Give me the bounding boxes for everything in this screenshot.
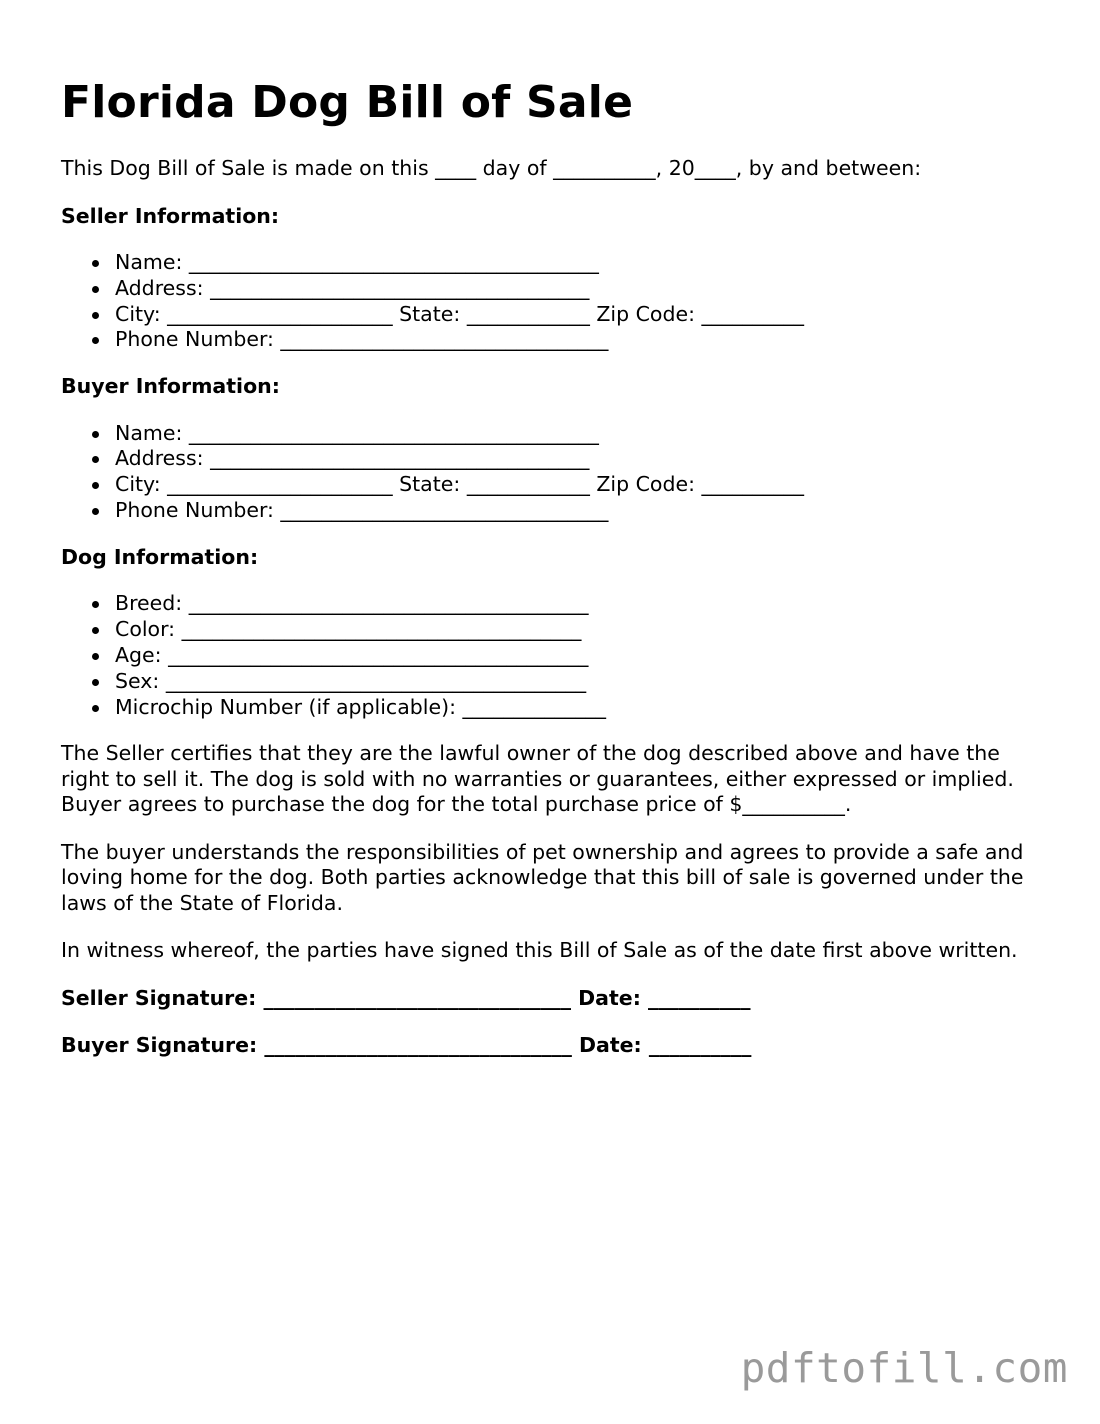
seller-phone-line: Phone Number: ________________________________: [115, 327, 1041, 353]
buyer-heading: Buyer Information:: [61, 374, 280, 399]
buyer-city-state-zip-line: City: ______________________ State: ____________ Zip Code: __________: [115, 472, 1041, 498]
seller-name-line: Name: ________________________________________: [115, 250, 1041, 276]
seller-info-list: [61, 250, 1041, 353]
seller-heading: Seller Information:: [61, 203, 280, 228]
seller-city-state-zip-line: City: ______________________ State: ____________ Zip Code: __________: [115, 302, 1041, 328]
certification-paragraph: The Seller certifies that they are the lawful owner of the dog described above and have the right to sell it. The dog is sold with no warranties or guarantees, either expressed or implied. Buyer agrees to purchase the dog for the total purchase price of $__________.: [61, 741, 1014, 817]
watermark-text: pdftofill.com: [740, 1344, 1068, 1392]
dog-breed-line: Breed: _______________________________________: [115, 591, 1041, 617]
dog-info-list: [61, 591, 1041, 720]
buyer-info-list: [61, 421, 1041, 524]
document-page: [61, 76, 1041, 1081]
buyer-address-line: Address: _____________________________________: [115, 446, 1041, 472]
dog-heading: Dog Information:: [61, 544, 259, 569]
buyer-signature-line: Buyer Signature: ______________________________ Date: __________: [61, 1033, 752, 1058]
seller-signature-line: Seller Signature: ______________________________ Date: __________: [61, 985, 751, 1010]
responsibility-paragraph: The buyer understands the responsibilities of pet ownership and agrees to provide a safe and loving home for the dog. Both parties acknowledge that this bill of sale is governed under the laws of the State of Florida.: [61, 839, 1024, 915]
dog-sex-line: Sex: _________________________________________: [115, 669, 1041, 695]
witness-paragraph: In witness whereof, the parties have signed this Bill of Sale as of the date first above written.: [61, 938, 1018, 963]
seller-address-line: Address: _____________________________________: [115, 276, 1041, 302]
document-title: Florida Dog Bill of Sale: [61, 77, 634, 128]
buyer-phone-line: Phone Number: ________________________________: [115, 498, 1041, 524]
dog-age-line: Age: _________________________________________: [115, 643, 1041, 669]
dog-microchip-line: Microchip Number (if applicable): ______________: [115, 695, 1041, 721]
dog-color-line: Color: _______________________________________: [115, 617, 1041, 643]
buyer-name-line: Name: ________________________________________: [115, 421, 1041, 447]
intro-paragraph: This Dog Bill of Sale is made on this ____ day of __________, 20____, by and between:: [61, 156, 922, 180]
